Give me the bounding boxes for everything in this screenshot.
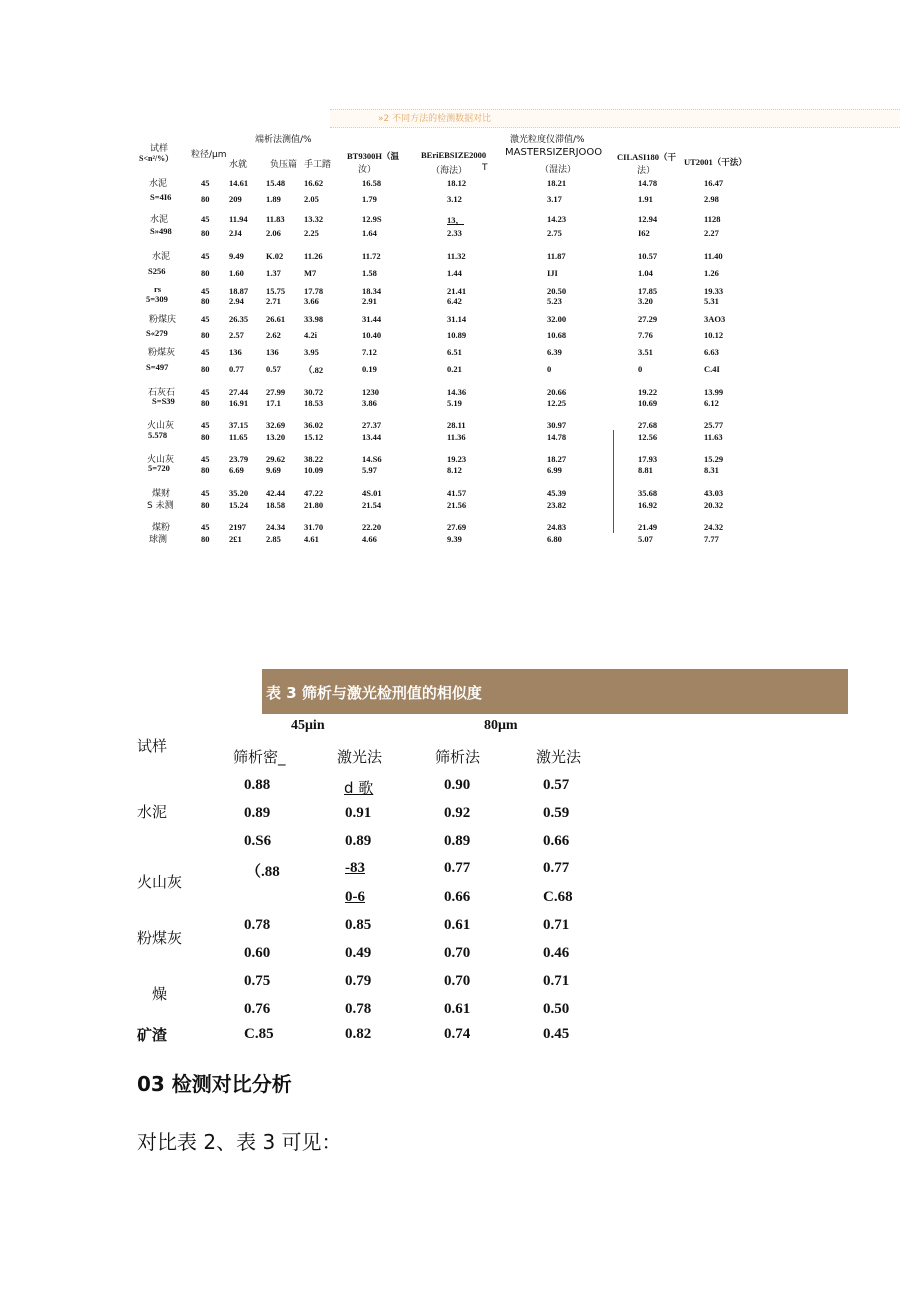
t2-cell: 31.14: [447, 314, 467, 324]
t2-cell: 2.75: [547, 228, 562, 238]
t2-cell: 11.36: [447, 432, 466, 442]
t2-cell: 15.12: [304, 432, 324, 442]
t2-cell: 80: [201, 194, 210, 204]
t2-cell: 0.57: [266, 364, 281, 374]
t2-cell: K.02: [266, 251, 284, 261]
t2-cell: 3AO3: [704, 314, 726, 324]
t2-cell: 3.86: [362, 398, 377, 408]
t2-cell: 14.23: [547, 214, 567, 224]
t2-cell: 14.78: [547, 432, 567, 442]
t2-header-size: 粒径/μm: [191, 150, 227, 160]
t2-cell: 14.61: [229, 178, 249, 188]
t3-cell: 0.90: [444, 777, 471, 793]
t2-row-label: 粉煤庆: [149, 315, 177, 325]
t2-row-label: S=4I6: [150, 192, 172, 202]
t2-cell: 18.58: [266, 500, 286, 510]
t2-cell: 17.93: [638, 454, 658, 464]
t2-cell: 12.25: [547, 398, 567, 408]
t2-cell: 2.71: [266, 296, 281, 306]
t2-cell: IJI: [547, 268, 558, 278]
t2-cell: 27.99: [266, 387, 286, 397]
t2-cell: 14.36: [447, 387, 467, 397]
t2-cell: 27.69: [447, 522, 467, 532]
t2-cell: 11.94: [229, 214, 248, 224]
t2-cell: 16.92: [638, 500, 658, 510]
t3-cell: 0.49: [345, 945, 372, 961]
t3-cell: -83: [345, 860, 365, 876]
t2-cell: 13.44: [362, 432, 382, 442]
t3-header-sieve-80: 筛析法: [435, 748, 481, 766]
t2-cell: 45: [201, 488, 210, 498]
t2-cell: 38.22: [304, 454, 324, 464]
t2-cell: 33.98: [304, 314, 324, 324]
t2-cell: 10.69: [638, 398, 658, 408]
t2-cell: 45: [201, 347, 210, 357]
t2-cell: 24.32: [704, 522, 724, 532]
t3-cell: 0.89: [345, 833, 372, 849]
t2-cell: 21.56: [447, 500, 467, 510]
t2-cell: 2.06: [266, 228, 281, 238]
t2-cell: 17.85: [638, 286, 658, 296]
t2-cell: 32.00: [547, 314, 567, 324]
t2-header-sieve-col1: 水就: [229, 160, 248, 170]
t2-cell: 1230: [362, 387, 379, 397]
t2-cell: 36.02: [304, 420, 324, 430]
t2-cell: 8.81: [638, 465, 653, 475]
t2-header-bt-1: BT9300H（温: [347, 151, 399, 161]
t2-cell: 2.05: [304, 194, 319, 204]
t3-label-dry: 燥: [152, 985, 168, 1003]
t2-cell: 45: [201, 522, 210, 532]
t3-header-45: 45μin: [291, 718, 325, 733]
t2-cell: 13.99: [704, 387, 724, 397]
t2-cell: 80: [201, 465, 210, 475]
t2-cell: 19.22: [638, 387, 658, 397]
t3-cell: 0.78: [345, 1001, 372, 1017]
t3-cell: 0.45: [543, 1026, 570, 1042]
t2-cell: 2.85: [266, 534, 281, 544]
t2-cell: 1.04: [638, 268, 653, 278]
t2-cell: 25.77: [704, 420, 724, 430]
t2-row-label: 粉煤灰: [148, 348, 176, 358]
t2-cell: 27.37: [362, 420, 382, 430]
t2-row-label: 5=309: [146, 294, 168, 304]
t2-cell: 1.44: [447, 268, 462, 278]
t2-cell: 3.95: [304, 347, 319, 357]
t2-cell: 45: [201, 420, 210, 430]
t2-cell: 3.20: [638, 296, 653, 306]
t2-cell: 1.79: [362, 194, 377, 204]
t2-cell: 21.49: [638, 522, 658, 532]
t2-header-be-3: T: [482, 163, 488, 173]
t3-cell: 0.71: [543, 973, 570, 989]
t3-cell: 0.70: [444, 973, 471, 989]
t2-cell: 80: [201, 330, 210, 340]
t2-cell: 136: [266, 347, 279, 357]
t2-cell: （.82: [304, 365, 324, 375]
t2-row-label: 水泥: [149, 179, 168, 189]
t2-header-sample-sub: S<n²/%）: [139, 154, 174, 163]
t2-cell: 45: [201, 454, 210, 464]
t2-cell: 16.47: [704, 178, 724, 188]
t2-row-label: 5.578: [148, 430, 168, 440]
t2-cell: 209: [229, 194, 242, 204]
t2-cell: 9.49: [229, 251, 244, 261]
t2-cell: I62: [638, 228, 650, 238]
t2-cell: 15.29: [704, 454, 724, 464]
t2-cell: 80: [201, 228, 210, 238]
t2-cell: 11.83: [266, 214, 285, 224]
t2-row-label: S=497: [146, 362, 169, 372]
t2-cell: 19.33: [704, 286, 724, 296]
t2-cell: 16.62: [304, 178, 324, 188]
t2-cell: 20.32: [704, 500, 724, 510]
t2-cell: 5.19: [447, 398, 462, 408]
t2-cell: 1.60: [229, 268, 244, 278]
t2-cell: 7.12: [362, 347, 377, 357]
t2-row-label: 煤粉: [152, 523, 171, 533]
t3-label-slag: 矿渣: [137, 1026, 168, 1044]
t3-cell: 0.61: [444, 1001, 471, 1017]
t2-cell: 27.68: [638, 420, 658, 430]
t2-row-label: 球测: [149, 535, 168, 545]
t3-cell: 0.88: [244, 777, 271, 793]
t3-cell: 0-6: [345, 889, 365, 905]
t2-cell: 11.72: [362, 251, 381, 261]
t2-cell: 6.99: [547, 465, 562, 475]
t2-row-label: 火山灰: [147, 455, 175, 465]
t2-cell: 1.37: [266, 268, 281, 278]
t2-cell: 11.32: [447, 251, 466, 261]
t2-cell: 17.78: [304, 286, 324, 296]
t2-cell: 15.48: [266, 178, 286, 188]
t2-cell: 26.35: [229, 314, 249, 324]
t2-cell: 6.39: [547, 347, 562, 357]
t2-header-ci-2: 法）: [637, 166, 656, 176]
t3-cell: C.85: [244, 1026, 274, 1042]
t2-header-ci-1: CILASI180（干: [617, 152, 677, 162]
t2-cell: 5.97: [362, 465, 377, 475]
t3-cell: 0.75: [244, 973, 271, 989]
t2-cell: 1.58: [362, 268, 377, 278]
t2-cell: 18.27: [547, 454, 567, 464]
t2-cell: 8.31: [704, 465, 719, 475]
t3-header-80: 80μm: [484, 718, 518, 733]
t2-cell: 2.62: [266, 330, 281, 340]
t2-cell: 80: [201, 268, 210, 278]
t2-cell: 80: [201, 398, 210, 408]
t3-cell: 0.57: [543, 777, 570, 793]
t3-label-cement: 水泥: [137, 803, 168, 821]
t2-cell: 45: [201, 314, 210, 324]
t2-cell: 30.72: [304, 387, 324, 397]
t2-cell: 0.21: [447, 364, 462, 374]
t3-label-volcanic-ash: 火山灰: [137, 873, 183, 891]
t2-header-ms-2: （湿法）: [540, 165, 577, 175]
t2-cell: 29.62: [266, 454, 286, 464]
t2-cell: 11.40: [704, 251, 723, 261]
t2-cell: 26.61: [266, 314, 286, 324]
t3-cell: 0.76: [244, 1001, 271, 1017]
t3-cell: 0.46: [543, 945, 570, 961]
t3-header-sieve-45: 筛析密_: [233, 748, 286, 766]
t2-cell: 45: [201, 214, 210, 224]
t2-cell: 21.54: [362, 500, 382, 510]
t2-cell: 1.89: [266, 194, 281, 204]
t3-cell: 0.61: [444, 917, 471, 933]
t2-cell: 15.75: [266, 286, 286, 296]
t2-cell: 21.41: [447, 286, 467, 296]
t2-row-label: S256: [148, 266, 166, 276]
t2-cell: 43.03: [704, 488, 724, 498]
t2-cell: 0: [547, 364, 552, 374]
t2-cell: 4.61: [304, 534, 319, 544]
t2-row-label: 火山灰: [147, 421, 175, 431]
t2-cell: 17.1: [266, 398, 281, 408]
t2-cell: 4S.01: [362, 488, 382, 498]
t2-cell: 2.91: [362, 296, 377, 306]
t2-header-laser-group: 激光粒度仪滞值/%: [510, 135, 585, 145]
t2-cell: 13.32: [304, 214, 324, 224]
t2-cell: 32.69: [266, 420, 286, 430]
t2-cell: 5.31: [704, 296, 719, 306]
t2-cell: 10.57: [638, 251, 658, 261]
t2-cell: 23.82: [547, 500, 567, 510]
t2-cell: 37.15: [229, 420, 249, 430]
t2-cell: 42.44: [266, 488, 286, 498]
table2-vertical-line: [613, 430, 614, 533]
t2-cell: M7: [304, 268, 317, 278]
t3-cell: 0.89: [244, 805, 271, 821]
t2-cell: 24.34: [266, 522, 286, 532]
t2-cell: 13，: [447, 215, 465, 225]
t2-cell: 18.34: [362, 286, 382, 296]
t2-cell: 1.26: [704, 268, 719, 278]
t2-cell: 11.65: [229, 432, 248, 442]
t2-cell: 21.80: [304, 500, 324, 510]
t3-cell: 0.66: [543, 833, 570, 849]
t2-cell: 8.12: [447, 465, 462, 475]
t2-cell: 10.40: [362, 330, 382, 340]
t2-cell: 0: [638, 364, 643, 374]
t2-cell: 5.23: [547, 296, 562, 306]
t2-header-be-1: BEriEBSIZE2000: [421, 150, 487, 160]
t2-cell: 28.11: [447, 420, 466, 430]
t2-cell: 12.56: [638, 432, 658, 442]
t2-cell: 10.89: [447, 330, 467, 340]
t2-cell: 23.79: [229, 454, 249, 464]
t2-cell: 10.68: [547, 330, 567, 340]
table2-caption: »2 不同方法的检测数据对比: [378, 114, 492, 124]
t2-cell: 47.22: [304, 488, 324, 498]
t3-header-sample: 试样: [137, 737, 168, 755]
t3-cell: 0.S6: [244, 833, 272, 849]
t2-cell: 27.29: [638, 314, 658, 324]
t3-label-fly-ash: 粉煤灰: [137, 929, 183, 947]
section-heading: 03 检测对比分析: [137, 1072, 292, 1096]
t2-cell: 3.51: [638, 347, 653, 357]
t2-cell: 1128: [704, 214, 721, 224]
t2-cell: 2.27: [704, 228, 719, 238]
t2-header-bt-2: 汝）: [358, 165, 377, 175]
t2-cell: 0.77: [229, 364, 244, 374]
t3-cell: 0.77: [444, 860, 471, 876]
t2-cell: 4.2i: [304, 330, 317, 340]
t2-cell: 31.70: [304, 522, 324, 532]
t3-cell: C.68: [543, 889, 573, 905]
t3-cell: 0.85: [345, 917, 372, 933]
t2-row-label: S=S39: [152, 396, 175, 406]
t3-cell: 0.77: [543, 860, 570, 876]
t2-cell: 10.09: [304, 465, 324, 475]
t2-cell: 18.53: [304, 398, 324, 408]
t3-cell: 0.92: [444, 805, 471, 821]
paragraph: 对比表 2、表 3 可见：: [137, 1130, 342, 1154]
t3-cell: 0.78: [244, 917, 271, 933]
t2-row-label: 5=720: [148, 463, 170, 473]
t2-cell: 45: [201, 286, 210, 296]
t2-cell: 10.12: [704, 330, 724, 340]
t2-cell: 45: [201, 178, 210, 188]
t2-cell: 3.17: [547, 194, 562, 204]
t3-cell: 0.79: [345, 973, 372, 989]
t2-cell: 6.42: [447, 296, 462, 306]
t2-cell: 2.94: [229, 296, 244, 306]
t2-cell: 80: [201, 432, 210, 442]
t2-cell: 3.66: [304, 296, 319, 306]
t2-cell: 11.87: [547, 251, 566, 261]
t2-cell: 18.87: [229, 286, 249, 296]
t2-cell: 9.39: [447, 534, 462, 544]
t3-cell: 0.50: [543, 1001, 570, 1017]
t2-cell: 45.39: [547, 488, 567, 498]
t2-row-label: 水泥: [152, 252, 171, 262]
t2-row-label: S«279: [146, 328, 168, 338]
t2-cell: 16.58: [362, 178, 382, 188]
t3-cell: 0.71: [543, 917, 570, 933]
t2-cell: 2.57: [229, 330, 244, 340]
t3-cell: 0.89: [444, 833, 471, 849]
t2-cell: C.4I: [704, 364, 720, 374]
t2-cell: 14.78: [638, 178, 658, 188]
t2-cell: 6.80: [547, 534, 562, 544]
t2-cell: 18.21: [547, 178, 567, 188]
t2-cell: 41.57: [447, 488, 467, 498]
t2-cell: 20.66: [547, 387, 567, 397]
t3-cell: 0.59: [543, 805, 570, 821]
t2-cell: 2J4: [229, 228, 242, 238]
t2-cell: 16.91: [229, 398, 249, 408]
t2-cell: 35.20: [229, 488, 249, 498]
table3-title: 表 3 筛析与激光检刑值的相似度: [266, 684, 482, 702]
t3-cell: （.88: [246, 864, 280, 880]
t3-cell: 0.70: [444, 945, 471, 961]
t2-cell: 12.9S: [362, 214, 382, 224]
t2-cell: 136: [229, 347, 242, 357]
t2-cell: 1.64: [362, 228, 377, 238]
t2-header-ut: UT2001（干法）: [684, 157, 747, 167]
t2-row-label: 煤财: [152, 489, 171, 499]
t2-cell: 6.51: [447, 347, 462, 357]
t2-cell: 31.44: [362, 314, 382, 324]
t3-cell: 0.91: [345, 805, 372, 821]
t2-cell: 2.33: [447, 228, 462, 238]
t3-cell: 0.60: [244, 945, 271, 961]
t2-header-ms-1: MASTERSIZERJOOO: [505, 147, 603, 158]
t2-cell: 22.20: [362, 522, 382, 532]
t2-cell: 35.68: [638, 488, 658, 498]
t2-cell: 2.98: [704, 194, 719, 204]
t2-header-sieve-col2: 负压篇: [270, 160, 298, 170]
t2-cell: 4.66: [362, 534, 377, 544]
t3-header-laser-80: 激光法: [536, 748, 582, 766]
t2-cell: 2197: [229, 522, 246, 532]
t2-row-label: 石灰石: [148, 388, 176, 398]
t2-cell: 30.97: [547, 420, 567, 430]
t2-cell: 80: [201, 296, 210, 306]
t2-cell: 1.91: [638, 194, 653, 204]
t2-cell: 12.94: [638, 214, 658, 224]
t2-cell: 0.19: [362, 364, 377, 374]
t2-cell: 7.77: [704, 534, 719, 544]
t2-cell: 45: [201, 387, 210, 397]
t2-cell: 20.50: [547, 286, 567, 296]
t2-row-label: S»498: [150, 226, 172, 236]
t2-row-label: S 未测: [147, 501, 174, 511]
t3-header-laser-45: 激光法: [337, 748, 383, 766]
t2-cell: 11.26: [304, 251, 323, 261]
t2-cell: 14.S6: [362, 454, 382, 464]
t3-cell: 0.82: [345, 1026, 372, 1042]
t2-header-sieve-group: 端析法测值/%: [255, 135, 312, 145]
t2-row-label: rs: [154, 284, 162, 294]
t2-cell: 27.44: [229, 387, 249, 397]
t2-cell: 3.12: [447, 194, 462, 204]
t2-cell: 80: [201, 500, 210, 510]
t2-cell: 80: [201, 534, 210, 544]
t2-cell: 19.23: [447, 454, 467, 464]
t2-cell: 2£1: [229, 534, 242, 544]
t2-cell: 9.69: [266, 465, 281, 475]
t2-cell: 2.25: [304, 228, 319, 238]
t2-row-label: 水泥: [150, 215, 169, 225]
t2-cell: 7.76: [638, 330, 653, 340]
t2-cell: 6.63: [704, 347, 719, 357]
t2-cell: 15.24: [229, 500, 249, 510]
t2-header-sample: 试样: [150, 144, 169, 154]
t2-cell: 45: [201, 251, 210, 261]
t2-cell: 24.83: [547, 522, 567, 532]
t3-cell: 0.74: [444, 1026, 471, 1042]
t2-header-sieve-col3: 手工踏: [304, 160, 332, 170]
t2-cell: 80: [201, 364, 210, 374]
t2-cell: 6.12: [704, 398, 719, 408]
t2-header-be-2: （海法）: [431, 166, 468, 176]
t2-cell: 6.69: [229, 465, 244, 475]
t3-cell: d 歌: [344, 779, 374, 797]
t2-cell: 13.20: [266, 432, 286, 442]
t3-cell: 0.66: [444, 889, 471, 905]
t2-cell: 18.12: [447, 178, 467, 188]
t2-cell: 11.63: [704, 432, 723, 442]
t2-cell: 5.07: [638, 534, 653, 544]
